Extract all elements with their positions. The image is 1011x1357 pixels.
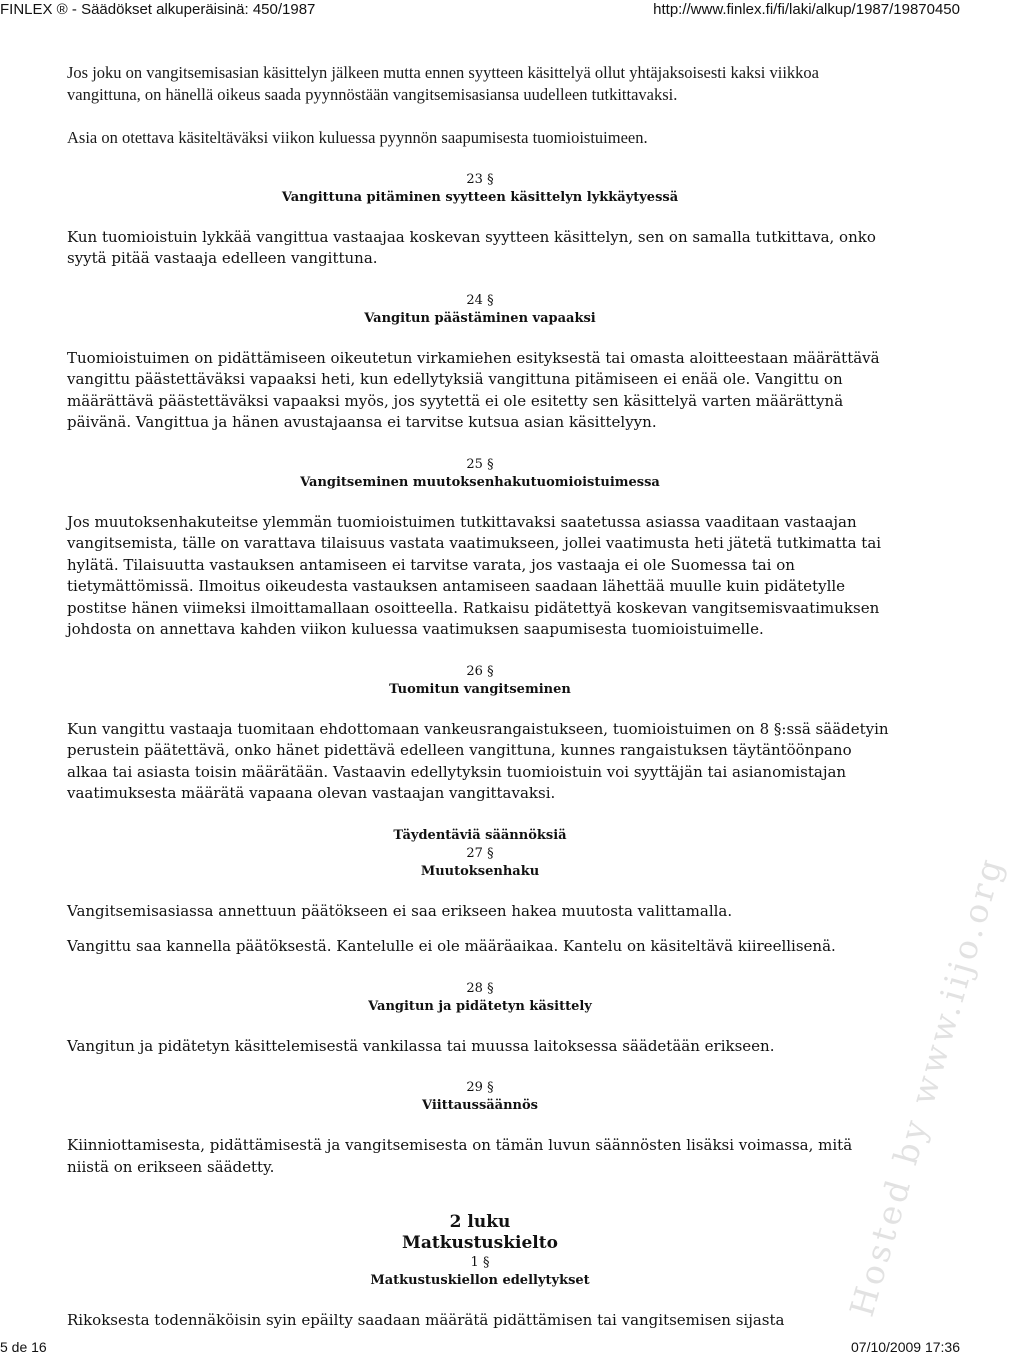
section-23-number: 23 § — [466, 171, 494, 187]
section-29-paragraph: Kiinniottamisesta, pidättämisestä ja vangitsemisesta on tämän luvun säännösten lisäksi voimassa, mitä niistä on erikseen säädetty. — [67, 1136, 853, 1176]
document-body — [67, 62, 893, 1332]
supplementary-provisions-heading: Täydentäviä säännöksiä — [393, 827, 567, 843]
section-26-heading — [67, 663, 893, 699]
intro-paragraph-2: Asia on otettava käsiteltäväksi viikon kuluessa pyynnön saapumisesta tuomioistuimeen. — [67, 128, 648, 147]
print-footer — [0, 1336, 960, 1357]
section-25-number: 25 § — [466, 456, 494, 472]
section-28-heading — [67, 980, 893, 1016]
chapter-2-heading — [67, 1212, 893, 1290]
section-27-heading — [67, 827, 893, 881]
section-26-number: 26 § — [466, 663, 494, 679]
header-url[interactable]: http://www.finlex.fi/fi/laki/alkup/1987/19870450 — [653, 1, 960, 18]
section-24-number: 24 § — [466, 292, 494, 308]
section-23-title: Vangittuna pitäminen syytteen käsittelyn lykkäytyessä — [281, 189, 679, 205]
page-indicator: 5 de 16 — [0, 1339, 47, 1355]
section-23-paragraph: Kun tuomioistuin lykkää vangittua vastaajaa koskevan syytteen käsittelyn, sen on samalla tutkittava, onko syytä pitää vastaaja edelleen vangittuna. — [67, 227, 876, 267]
chapter-section-number: 1 § — [470, 1255, 490, 1270]
section-28-paragraph: Vangitun ja pidätetyn käsittelemisestä vankilassa tai muussa laitoksessa säädetään erikseen. — [67, 1036, 775, 1055]
section-26-title: Tuomitun vangitseminen — [389, 681, 571, 697]
section-27-title: Muutoksenhaku — [420, 863, 540, 879]
chapter-section-title: Matkustuskiellon edellytykset — [370, 1273, 590, 1288]
section-28-title: Vangitun ja pidätetyn käsittely — [368, 998, 592, 1014]
chapter-number: 2 luku — [449, 1212, 511, 1232]
section-25-heading — [67, 456, 893, 492]
hosted-by-watermark: Hosted by www.iijo.org — [842, 851, 1011, 1321]
print-header — [0, 0, 960, 22]
section-24-title: Vangitun päästäminen vapaaksi — [364, 310, 596, 326]
section-27-number: 27 § — [466, 845, 494, 861]
section-28-number: 28 § — [466, 980, 494, 996]
header-title: FINLEX ® - Säädökset alkuperäisinä: 450/1987 — [0, 1, 316, 18]
intro-paragraph-1: Jos joku on vangitsemisasian käsittelyn jälkeen mutta ennen syytteen käsittelyä ollut yhtäjaksoisesti kaksi viikkoa vangittuna, on hänellä oikeus saada pyynnöstään vangitsemisasiansa uudelleen tutkittavaksi. — [67, 63, 819, 104]
chapter-title: Matkustuskielto — [402, 1233, 558, 1253]
section-25-paragraph: Jos muutoksenhakuteitse ylemmän tuomioistuimen tutkittavaksi saatetussa asiassa vaaditaan vastaajan vangitsemista, tälle on varattava tilaisuus vastata vaatimukseen, jollei vaatimusta heti jätetä tutkimatta tai hylätä. Tilaisuutta vastauksen antamiseen ei tarvitse varata, jos vastaaja ei ole Suomessa tai on tietymättömissä. Ilmoitus oikeudesta vastauksen antamiseen saadaan lähettää muulle kuin pidätetylle postitse hänen viimeksi ilmoittamallaan osoitteella. Ratkaisu pidätettyä koskevan vangitsemisvaatimuksen johdosta on annettava kahden viikon kuluessa vaatimuksen saapumisesta tuomioistuimelle. — [67, 512, 882, 638]
print-datetime: 07/10/2009 17:36 — [851, 1339, 960, 1355]
section-26-paragraph: Kun vangittu vastaaja tuomitaan ehdottomaan vankeusrangaistukseen, tuomioistuimen on 8 §:ssä säädetyin perustein päätettävä, onko hänet pidettävä edelleen vangittuna, kunnes rangaistuksen täytäntöönpano alkaa tai asiasta toisin määrätään. Vastaavin edellytyksin tuomioistuin voi syyttäjän tai asianomistajan vaatimuksesta määrätä vapaana olevan vastaajan vangittavaksi. — [67, 719, 889, 802]
section-27-paragraph-2: Vangittu saa kannella päätöksestä. Kantelulle ei ole määräaikaa. Kantelu on käsiteltävä kiireellisenä. — [67, 937, 836, 955]
section-24-paragraph: Tuomioistuimen on pidättämiseen oikeutetun virkamiehen esityksestä tai omasta aloitteestaan määrättävä vangittu päästettäväksi vapaaksi heti, kun edellytyksiä vangittuna pitämiseen ei enää ole. Vangittu on määrättävä päästettäväksi vapaaksi myös, jos syytettä ei ole esitetty sen käsittelyä varten määrättynä päivänä. Vangittua ja hänen avustajaansa ei tarvitse kutsua asian käsittelyyn. — [67, 348, 880, 431]
section-29-number: 29 § — [466, 1080, 494, 1095]
section-29-title: Viittaussäännös — [422, 1098, 538, 1113]
chapter-section-paragraph: Rikoksesta todennäköisin syin epäilty saadaan määrätä pidättämisen tai vangitsemisen sijasta — [67, 1311, 785, 1329]
section-23-heading — [67, 171, 893, 207]
section-29-heading — [67, 1079, 893, 1115]
section-25-title: Vangitseminen muutoksenhakutuomioistuimessa — [300, 474, 660, 490]
section-24-heading — [67, 292, 893, 328]
section-27-paragraph-1: Vangitsemisasiassa annettuun päätökseen ei saa erikseen hakea muutosta valittamalla. — [67, 901, 733, 920]
